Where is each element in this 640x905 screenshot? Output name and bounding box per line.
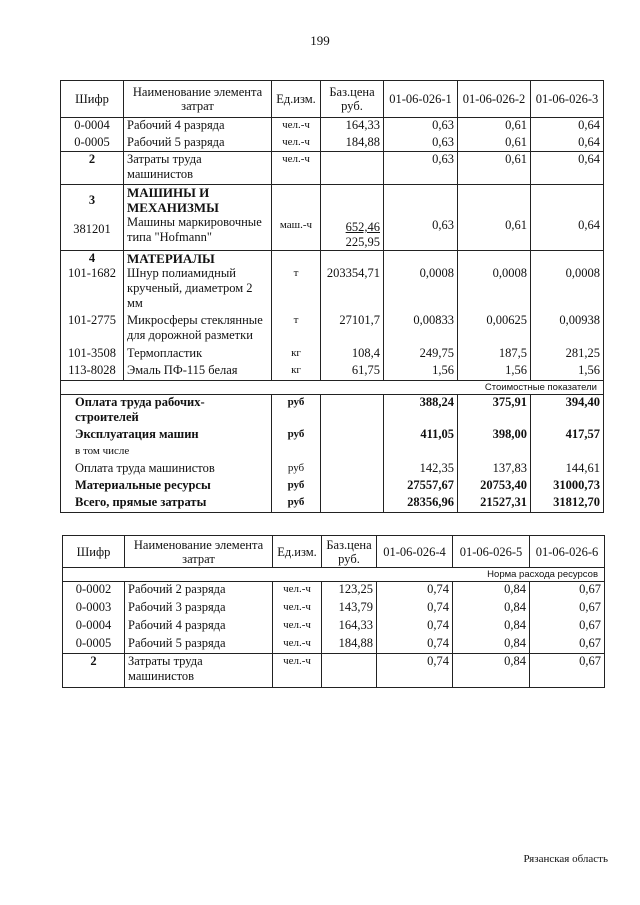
total-value: 142,35 <box>384 461 458 478</box>
total-unit: руб <box>272 495 321 512</box>
total-label: Материальные ресурсы <box>61 478 272 495</box>
cell-value: 0,84 <box>453 654 530 688</box>
region-footer: Рязанская область <box>523 853 608 865</box>
total-value: 398,00 <box>458 427 531 444</box>
table-row <box>61 152 604 185</box>
cell-code: 0-0002 <box>63 582 125 600</box>
header-unit: Ед.изм. <box>272 81 321 118</box>
section-machines <box>61 185 604 251</box>
header-col-3: 01-06-026-3 <box>531 81 604 118</box>
cell-code: 113-8028 <box>61 363 124 380</box>
caption-cost-indicators: Стоимостные показатели <box>61 380 604 394</box>
total-value: 27557,67 <box>384 478 458 495</box>
cell-price: 164,33 <box>321 118 384 135</box>
table-row <box>63 618 605 636</box>
cell-code: 0-0004 <box>63 618 125 636</box>
cell-unit: т <box>272 266 321 313</box>
cell-code: 2 <box>61 152 124 185</box>
total-value: 137,83 <box>458 461 531 478</box>
total-value: 388,24 <box>384 394 458 427</box>
total-unit: руб <box>272 478 321 495</box>
cell-unit: чел.-ч <box>273 636 322 654</box>
cell-value: 0,00938 <box>531 313 604 346</box>
cell-unit: т <box>272 313 321 346</box>
cell-price-bottom: 225,95 <box>345 235 380 249</box>
cell-value: 0,64 <box>531 152 604 185</box>
cell-name: Эмаль ПФ-115 белая <box>124 363 272 380</box>
total-value: 411,05 <box>384 427 458 444</box>
cell-price: 164,33 <box>322 618 377 636</box>
cell-name: Рабочий 5 разряда <box>125 636 273 654</box>
cell-price: 27101,7 <box>321 313 384 346</box>
cell-value: 0,64 <box>531 135 604 152</box>
cell-unit: чел.-ч <box>273 654 322 688</box>
caption-row <box>61 380 604 394</box>
table-header-row <box>63 536 605 568</box>
total-value: 394,40 <box>531 394 604 427</box>
table-row <box>63 582 605 600</box>
cell-price: 143,79 <box>322 600 377 618</box>
cell-value: 281,25 <box>531 346 604 363</box>
cell-price: 61,75 <box>321 363 384 380</box>
cell-value: 0,61 <box>458 135 531 152</box>
caption-row <box>63 568 605 582</box>
cell-unit: чел.-ч <box>272 135 321 152</box>
total-value: 21527,31 <box>458 495 531 512</box>
cell-code: 101-2775 <box>61 313 124 346</box>
cell-code: 381201 <box>73 222 111 236</box>
cell-value: 0,61 <box>458 118 531 135</box>
cell-value: 0,61 <box>458 185 531 251</box>
totals-row <box>61 478 604 495</box>
cell-value: 0,67 <box>530 618 605 636</box>
header-col-5: 01-06-026-5 <box>453 536 530 568</box>
caption-resource-norm: Норма расхода ресурсов <box>63 568 605 582</box>
total-unit: руб <box>272 394 321 427</box>
cell-value: 0,84 <box>453 636 530 654</box>
cell-name: Рабочий 3 разряда <box>125 600 273 618</box>
cell-price: 203354,71 <box>321 266 384 313</box>
cell-unit: чел.-ч <box>273 600 322 618</box>
totals-row <box>61 444 604 461</box>
cell-unit: чел.-ч <box>272 118 321 135</box>
cell-name: Рабочий 5 разряда <box>124 135 272 152</box>
cell-value: 1,56 <box>531 363 604 380</box>
cell-name: Рабочий 2 разряда <box>125 582 273 600</box>
resource-table-1 <box>60 80 604 513</box>
cell-name: Рабочий 4 разряда <box>124 118 272 135</box>
header-price: Баз.цена руб. <box>322 536 377 568</box>
cell-value: 0,64 <box>531 185 604 251</box>
header-col-4: 01-06-026-4 <box>377 536 453 568</box>
total-value: 375,91 <box>458 394 531 427</box>
page-number: 199 <box>310 33 330 48</box>
header-code: Шифр <box>61 81 124 118</box>
header-code: Шифр <box>63 536 125 568</box>
cell-name: Термопластик <box>124 346 272 363</box>
cell-code: 101-3508 <box>61 346 124 363</box>
cell-value: 187,5 <box>458 346 531 363</box>
table-row <box>61 266 604 313</box>
cell-price: 184,88 <box>322 636 377 654</box>
cell-name: Рабочий 4 разряда <box>125 618 273 636</box>
cell-name: Шнур полиамидный крученый, диаметром 2 мм <box>124 266 272 313</box>
cell-value: 0,74 <box>377 636 453 654</box>
cell-unit: чел.-ч <box>273 582 322 600</box>
cell-code: 0-0003 <box>63 600 125 618</box>
header-name: Наименование элемента затрат <box>124 81 272 118</box>
table-header-row <box>61 81 604 118</box>
total-value: 31812,70 <box>531 495 604 512</box>
cell-code: 0-0005 <box>63 636 125 654</box>
header-col-6: 01-06-026-6 <box>530 536 605 568</box>
total-value: 144,61 <box>531 461 604 478</box>
cell-value: 0,63 <box>384 118 458 135</box>
header-col-1: 01-06-026-1 <box>384 81 458 118</box>
section-code: 4 <box>61 251 124 267</box>
cell-price-top: 652,46 <box>345 220 380 234</box>
cell-value: 0,74 <box>377 654 453 688</box>
cell-value: 1,56 <box>458 363 531 380</box>
cell-value: 0,74 <box>377 600 453 618</box>
section-code: 3 <box>88 193 96 207</box>
cell-value: 0,67 <box>530 636 605 654</box>
cell-value: 0,0008 <box>384 266 458 313</box>
cell-unit: чел.-ч <box>273 618 322 636</box>
cell-value: 0,84 <box>453 618 530 636</box>
cell-value: 1,56 <box>384 363 458 380</box>
header-price: Баз.цена руб. <box>321 81 384 118</box>
cell-name: Затраты труда машинистов <box>125 654 273 688</box>
cell-price <box>321 152 384 185</box>
header-name: Наименование элемента затрат <box>125 536 273 568</box>
cell-name: Машины маркировочные типа "Hofmann" <box>127 215 262 244</box>
cell-value: 0,00833 <box>384 313 458 346</box>
cell-value: 0,0008 <box>458 266 531 313</box>
total-unit: руб <box>272 427 321 444</box>
table-row <box>63 654 605 688</box>
cell-name: Затраты труда машинистов <box>124 152 272 185</box>
table-row <box>61 363 604 380</box>
cell-code: 0-0005 <box>61 135 124 152</box>
table-row <box>61 118 604 135</box>
section-title: МАШИНЫ И МЕХАНИЗМЫ <box>127 185 219 215</box>
total-label: Оплата труда машинистов <box>61 461 272 478</box>
total-value: 20753,40 <box>458 478 531 495</box>
cell-code: 2 <box>63 654 125 688</box>
total-label: Всего, прямые затраты <box>61 495 272 512</box>
cell-value: 0,00625 <box>458 313 531 346</box>
header-unit: Ед.изм. <box>273 536 322 568</box>
cell-value: 249,75 <box>384 346 458 363</box>
totals-row <box>61 461 604 478</box>
table-row <box>63 600 605 618</box>
table-row <box>61 346 604 363</box>
section-materials-header <box>61 251 604 267</box>
cell-value: 0,84 <box>453 600 530 618</box>
cell-value: 0,63 <box>384 152 458 185</box>
total-label: Оплата труда рабочих-строителей <box>61 394 272 427</box>
table-row <box>61 313 604 346</box>
cell-value: 0,67 <box>530 582 605 600</box>
resource-table-2 <box>62 535 605 688</box>
cell-price: 108,4 <box>321 346 384 363</box>
cell-value: 0,61 <box>458 152 531 185</box>
cell-unit: кг <box>272 363 321 380</box>
total-value: 28356,96 <box>384 495 458 512</box>
section-title: МАТЕРИАЛЫ <box>124 251 272 267</box>
cell-code: 101-1682 <box>61 266 124 313</box>
cell-value: 0,74 <box>377 618 453 636</box>
total-value: 417,57 <box>531 427 604 444</box>
cell-value: 0,67 <box>530 600 605 618</box>
table-row <box>61 135 604 152</box>
totals-row <box>61 394 604 427</box>
cell-unit: кг <box>272 346 321 363</box>
cell-code: 0-0004 <box>61 118 124 135</box>
header-col-2: 01-06-026-2 <box>458 81 531 118</box>
cell-value: 0,63 <box>384 185 458 251</box>
cell-value: 0,0008 <box>531 266 604 313</box>
total-unit: руб <box>272 461 321 478</box>
cell-value: 0,84 <box>453 582 530 600</box>
cell-value: 0,63 <box>384 135 458 152</box>
cell-value: 0,67 <box>530 654 605 688</box>
table-row <box>63 636 605 654</box>
cell-unit: чел.-ч <box>272 152 321 185</box>
cell-price: 123,25 <box>322 582 377 600</box>
cell-value: 0,74 <box>377 582 453 600</box>
cell-name: Микросферы стеклянные для дорожной разметки <box>124 313 272 346</box>
total-label: в том числе <box>61 444 272 461</box>
totals-row <box>61 495 604 512</box>
cell-value: 0,64 <box>531 118 604 135</box>
total-value: 31000,73 <box>531 478 604 495</box>
cell-price: 184,88 <box>321 135 384 152</box>
cell-unit: маш.-ч <box>272 185 321 251</box>
total-label: Эксплуатация машин <box>61 427 272 444</box>
cell-price <box>322 654 377 688</box>
totals-row <box>61 427 604 444</box>
